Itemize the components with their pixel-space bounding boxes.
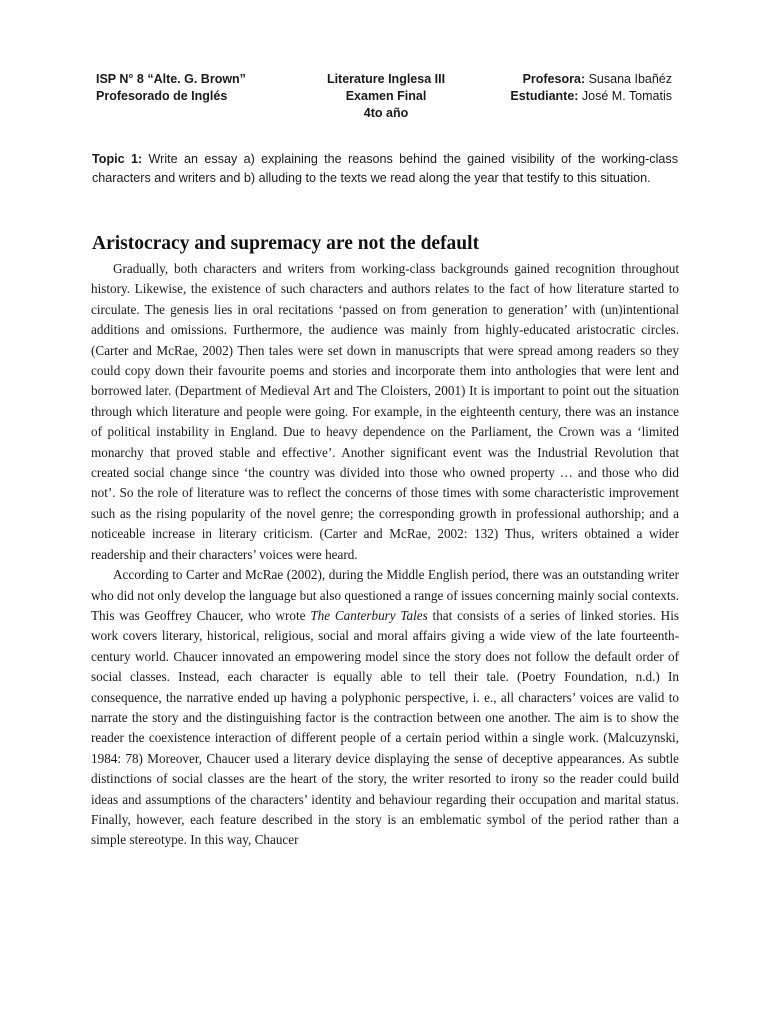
- institution-name: ISP N° 8 “Alte. G. Brown”: [96, 72, 246, 86]
- paragraph-2-text-a: According to Carter and McRae (2002), during the Middle English period, there was an outstanding writer who did not only develop the language but also questioned a range of issues concerning mainly social contexts. This was Geoffrey Chaucer, who wrote: [91, 567, 679, 623]
- teacher-label: Profesora:: [522, 72, 586, 86]
- essay-title: Aristocracy and supremacy are not the default: [92, 233, 480, 254]
- essay-paragraph-1: Gradually, both characters and writers from working-class backgrounds gained recognition throughout history. Likewise, the existence of such characters and authors relates to the fact of how literature started to circulate. The genesis lies in oral recitations ‘passed on from generation to generation’ with (un)intentional additions and omissions. Furthermore, the audience was mainly from highly-educated aristocratic circles. (Carter and McRae, 2002) Then tales were set down in manuscripts that were spread among readers so they could copy down their favourite poems and stories and incorporate them into anthologies that were lent and borrowed later. (Department of Medieval Art and The Cloisters, 2001) It is important to point out the situation through which literature and people were going. For example, in the eighteenth century, there was an instance of political instability in England. Due to heavy dependence on the Parliament, the Crown was a ‘limited monarchy that proved stable and effective’. Another significant event was the Industrial Revolution that created social change since ‘the country was divided into those who owned property … and those who did not’. So the role of literature was to reflect the concerns of those times with some characteristic improvement such as the rising popularity of the novel genre; the corresponding growth in professional authorship; and a noticeable increase in literary criticism. (Carter and McRae, 2002: 132) Thus, writers obtained a wider readership and their characters’ voices were heard.: [91, 261, 679, 562]
- essay-paragraph-2: [91, 565, 679, 851]
- program-name: Profesorado de Inglés: [96, 89, 228, 103]
- essay-body: [91, 259, 679, 851]
- year-label: 4to año: [363, 106, 409, 120]
- student-name: José M. Tomatis: [578, 89, 672, 103]
- topic-prompt: [92, 150, 678, 188]
- student-label: Estudiante:: [510, 89, 579, 103]
- teacher-name: Susana Ibañéz: [585, 72, 672, 86]
- paragraph-2-text-b: that consists of a series of linked stories. His work covers literary, historical, religious, social and moral affairs giving a wide view of the late fourteenth-century world. Chaucer innovated an empowering model since the story does not follow the default order of social classes. Instead, each character is equally able to tell their tale. (Poetry Foundation, n.d.) In consequence, the narrative ended up having a polyphonic perspective, i. e., all characters’ voices are valid to narrate the story and the distinguishing factor is the contraction between one another. The aim is to show the reader the coexistence interaction of different people of a certain period within a single work. (Malcuzynski, 1984: 78) Moreover, Chaucer used a literary device displaying the sense of deceptive appearances. As subtle distinctions of social classes are the heart of the story, the writer resorted to irony so the reader could build ideas and assumptions of the characters’ identity and behaviour regarding their occupation and marital status. Finally, however, each feature described in the story is an emblematic symbol of the period rather than a simple stereotype. In this way, Chaucer: [91, 607, 680, 848]
- work-title: The Canterbury Tales: [310, 607, 428, 623]
- student-line: [510, 88, 672, 105]
- people-block: [510, 71, 672, 105]
- exam-name: Examen Final: [345, 89, 427, 103]
- teacher-line: [510, 71, 672, 88]
- course-block: [326, 71, 446, 122]
- topic-text: Write an essay a) explaining the reasons behind the gained visibility of the working-class characters and writers and b) alluding to the texts we read along the year that testify to this situation.: [92, 152, 679, 185]
- course-name: Literature Inglesa III: [326, 72, 446, 86]
- topic-label: Topic 1:: [92, 152, 143, 166]
- institution-block: [96, 71, 246, 105]
